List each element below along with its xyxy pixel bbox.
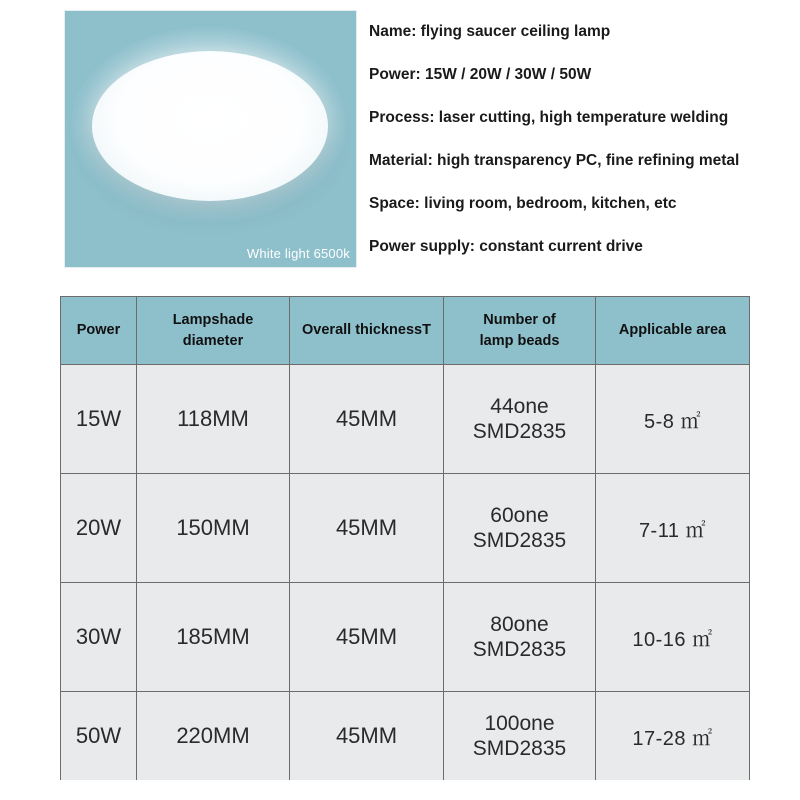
cell-thickness: 45MM <box>290 474 444 583</box>
cell-area: 17-28 ㎡ <box>596 692 750 781</box>
cell-thickness: 45MM <box>290 365 444 474</box>
cell-diameter: 150MM <box>137 474 290 583</box>
spec-process: Process: laser cutting, high temperature welding <box>369 109 729 126</box>
cell-area: 10-16 ㎡ <box>596 583 750 692</box>
beads-type: SMD2835 <box>472 737 567 760</box>
cell-thickness: 45MM <box>290 692 444 781</box>
product-photo <box>64 10 357 268</box>
cell-power: 30W <box>61 583 137 692</box>
cell-diameter: 220MM <box>137 692 290 781</box>
header-thickness: Overall thicknessT <box>290 297 444 365</box>
beads-count: 44one <box>490 395 549 418</box>
beads-count: 60one <box>490 504 549 527</box>
spec-space: Space: living room, bedroom, kitchen, etc <box>369 195 677 212</box>
cell-power: 20W <box>61 474 137 583</box>
header-area: Applicable area <box>596 297 750 365</box>
ceiling-lamp-image <box>92 51 328 201</box>
header-beads-line1: Number of <box>483 311 556 328</box>
table-row <box>61 365 750 474</box>
beads-type: SMD2835 <box>472 638 567 661</box>
header-beads-line2: lamp beads <box>479 332 560 349</box>
header-diameter-line2: diameter <box>182 332 244 349</box>
beads-type: SMD2835 <box>472 529 567 552</box>
cell-area: 5-8 ㎡ <box>596 365 750 474</box>
table-header-row <box>61 297 750 365</box>
table-row <box>61 583 750 692</box>
beads-count: 80one <box>490 613 549 636</box>
spec-table <box>60 296 750 780</box>
cell-power: 15W <box>61 365 137 474</box>
cell-diameter: 118MM <box>137 365 290 474</box>
cell-thickness: 45MM <box>290 583 444 692</box>
header-beads <box>444 297 596 365</box>
spec-list <box>369 10 794 268</box>
spec-material: Material: high transparency PC, fine refining metal <box>369 152 740 169</box>
cell-beads <box>444 365 596 474</box>
cell-area: 7-11 ㎡ <box>596 474 750 583</box>
photo-caption: White light 6500k <box>246 246 350 261</box>
spec-power: Power: 15W / 20W / 30W / 50W <box>369 66 592 83</box>
beads-type: SMD2835 <box>472 420 567 443</box>
cell-power: 50W <box>61 692 137 781</box>
cell-beads <box>444 474 596 583</box>
cell-diameter: 185MM <box>137 583 290 692</box>
table-row <box>61 692 750 781</box>
beads-count: 100one <box>484 712 555 735</box>
cell-beads <box>444 583 596 692</box>
table-row <box>61 474 750 583</box>
header-diameter-line1: Lampshade <box>172 311 254 328</box>
header-diameter <box>137 297 290 365</box>
spec-power-supply: Power supply: constant current drive <box>369 238 643 255</box>
header-power: Power <box>61 297 137 365</box>
cell-beads <box>444 692 596 781</box>
spec-name: Name: flying saucer ceiling lamp <box>369 23 611 40</box>
